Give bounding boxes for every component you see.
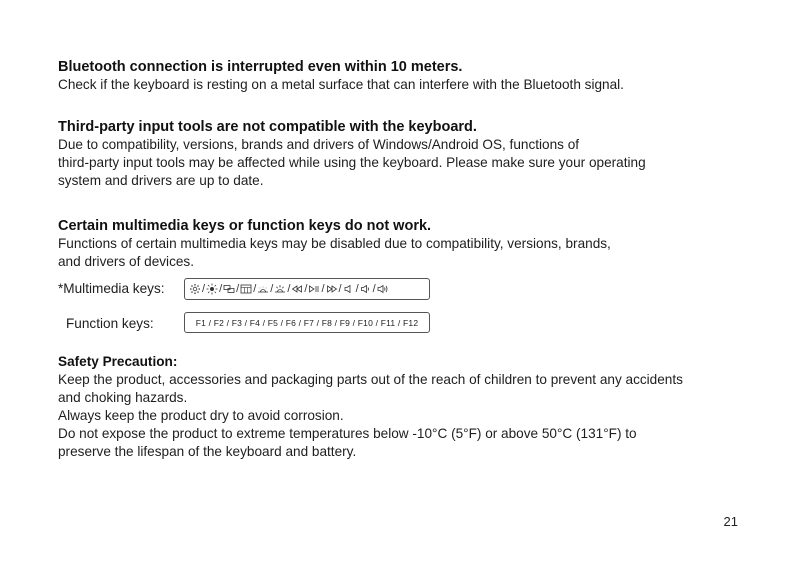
section-text-line: and choking hazards. — [58, 390, 188, 405]
section-heading: Third-party input tools are not compatible with the keyboard. — [58, 119, 477, 135]
separator: / — [338, 283, 342, 295]
section-heading: Bluetooth connection is interrupted even within 10 meters. — [58, 59, 463, 75]
brightness-down-icon — [189, 283, 201, 295]
app-switcher-icon — [240, 283, 252, 295]
separator: / — [304, 283, 308, 295]
section-safety-precaution — [58, 353, 683, 461]
volume-down-icon — [360, 283, 372, 295]
section-text-line: Functions of certain multimedia keys may be disabled due to compatibility, versions, brands, — [58, 236, 611, 251]
section-text-line: Due to compatibility, versions, brands and drivers of Windows/Android OS, functions of — [58, 137, 580, 152]
separator: / — [270, 283, 274, 295]
separator: / — [372, 283, 376, 295]
section-text-line: third-party input tools may be affected while using the keyboard. Please make sure your operating — [58, 155, 646, 170]
function-keys-box — [184, 312, 430, 333]
separator: / — [287, 283, 291, 295]
separator: / — [355, 283, 359, 295]
section-text-line: Keep the product, accessories and packaging parts out of the reach of children to prevent any accidents — [58, 372, 683, 387]
function-keys-list: F1 / F2 / F3 / F4 / F5 / F6 / F7 / F8 / F9 / F10 / F11 / F12 — [195, 317, 419, 328]
brightness-up-icon — [206, 283, 218, 295]
separator: / — [236, 283, 240, 295]
mute-icon — [343, 283, 355, 295]
separator: / — [321, 283, 325, 295]
keyboard-backlight-down-icon — [257, 283, 269, 295]
section-bluetooth — [58, 58, 624, 94]
section-third-party — [58, 118, 646, 190]
function-keys-label: Function keys: — [66, 316, 154, 331]
next-track-icon — [326, 283, 338, 295]
multimedia-keys-box — [184, 278, 430, 300]
section-text-line: preserve the lifespan of the keyboard and battery. — [58, 444, 357, 459]
section-text-line: Always keep the product dry to avoid corrosion. — [58, 408, 344, 423]
separator: / — [202, 283, 206, 295]
section-heading: Certain multimedia keys or function keys do not work. — [58, 218, 432, 234]
play-pause-icon — [308, 283, 320, 295]
section-text-line: Check if the keyboard is resting on a metal surface that can interfere with the Bluetooth signal. — [58, 77, 624, 92]
separator: / — [253, 283, 257, 295]
section-text-line: Do not expose the product to extreme temperatures below -10°C (5°F) or above 50°C (131°F) to — [58, 426, 637, 441]
keyboard-backlight-up-icon — [274, 283, 286, 295]
separator: / — [219, 283, 223, 295]
section-text-line: and drivers of devices. — [58, 254, 195, 269]
volume-up-icon — [377, 283, 389, 295]
multimedia-keys-label: *Multimedia keys: — [58, 281, 165, 296]
section-text-line: system and drivers are up to date. — [58, 173, 264, 188]
section-heading: Safety Precaution: — [58, 354, 178, 369]
section-multimedia-keys — [58, 217, 611, 271]
previous-track-icon — [291, 283, 303, 295]
task-view-icon — [223, 283, 235, 295]
page-number: 21 — [723, 514, 738, 529]
